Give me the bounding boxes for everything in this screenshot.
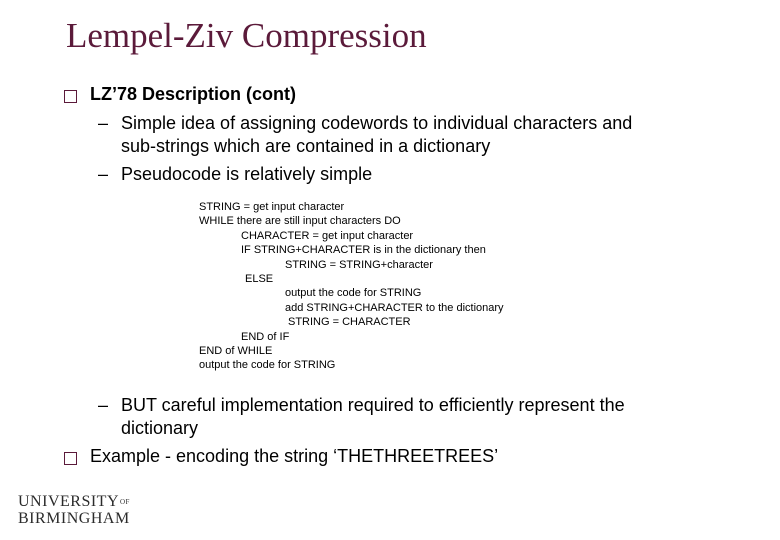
sub-bullet-codewords-line2: sub-strings which are contained in a dictionary <box>121 136 491 156</box>
sub-bullet-codewords-line1: Simple idea of assigning codewords to individual characters and <box>121 113 633 133</box>
pseudocode-line: output the code for STRING <box>199 359 336 371</box>
dash-marker: – <box>98 395 109 415</box>
pseudocode-line: WHILE there are still input characters DO <box>199 215 401 227</box>
pseudocode-line: add STRING+CHARACTER to the dictionary <box>285 302 504 314</box>
sub-bullet-careful-implementation-line2: dictionary <box>121 418 199 438</box>
pseudocode-line: output the code for STRING <box>285 287 422 299</box>
pseudocode-line: END of IF <box>241 331 290 343</box>
logo-birmingham-text: BIRMINGHAM <box>18 510 130 527</box>
university-logo <box>18 493 130 527</box>
bullet-box-icon <box>64 452 77 465</box>
dash-marker: – <box>98 113 109 133</box>
bullet-box-icon <box>64 90 77 103</box>
slide-title: Lempel-Ziv Compression <box>66 16 427 55</box>
pseudocode-line: STRING = STRING+character <box>285 259 433 271</box>
dash-marker: – <box>98 164 109 184</box>
bullet-lz78-description: LZ’78 Description (cont) <box>90 84 297 104</box>
pseudocode-line: STRING = CHARACTER <box>288 316 411 328</box>
sub-bullet-pseudocode: Pseudocode is relatively simple <box>121 164 373 184</box>
sub-bullet-careful-implementation-line1: BUT careful implementation required to efficiently represent the <box>121 395 625 415</box>
pseudocode-line: IF STRING+CHARACTER is in the dictionary then <box>241 244 486 256</box>
logo-of-text: OF <box>120 498 130 506</box>
logo-university-text: UNIVERSITY <box>18 493 119 510</box>
bullet-example-encoding: Example - encoding the string ‘THETHREETREES’ <box>90 446 499 466</box>
pseudocode-line: STRING = get input character <box>199 201 345 213</box>
pseudocode-line: CHARACTER = get input character <box>241 230 414 242</box>
pseudocode-line: END of WHILE <box>199 345 273 357</box>
pseudocode-line: ELSE <box>245 273 274 285</box>
